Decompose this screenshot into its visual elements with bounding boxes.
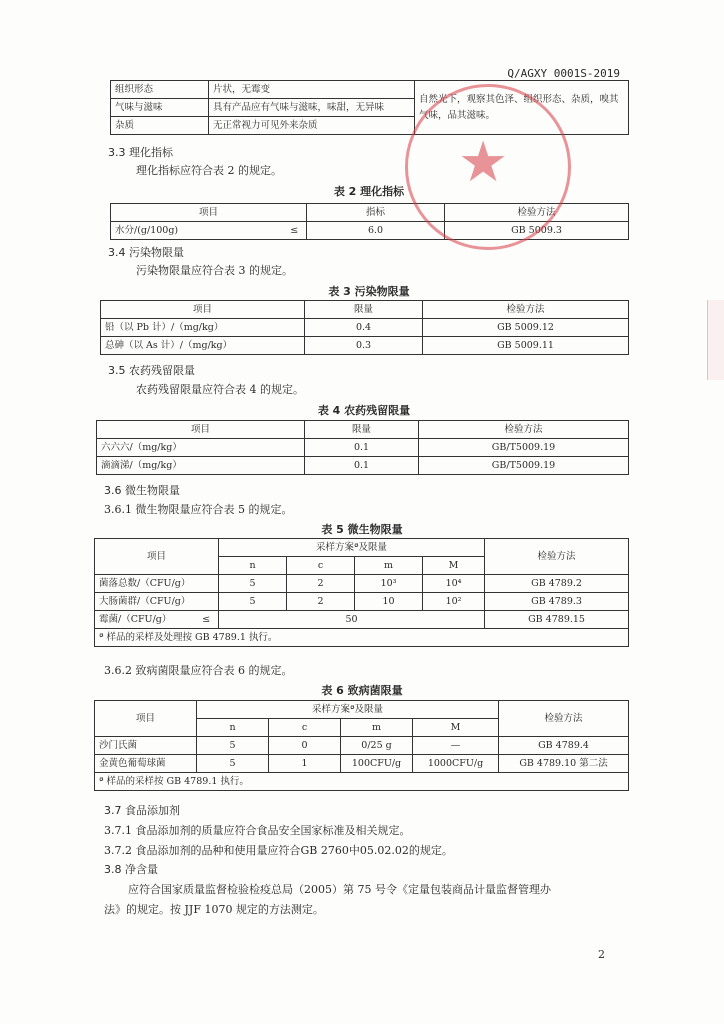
edge-stamp-fragment — [707, 300, 724, 380]
table-row — [95, 755, 629, 773]
company-seal — [405, 84, 571, 250]
table-cell: 总砷（以 As 计）/（mg/kg） — [101, 337, 305, 355]
table-cell: 0/25 g — [341, 737, 413, 755]
table-row — [111, 81, 629, 99]
table-cell: 0.3 — [305, 337, 423, 355]
table-header: 检验方法 — [419, 421, 629, 439]
table-row — [95, 737, 629, 755]
table-cell: GB 4789.15 — [485, 611, 629, 629]
table-row — [111, 222, 629, 240]
table-footnote: ª 样品的采样按 GB 4789.1 执行。 — [95, 773, 629, 791]
table-cell: 1000CFU/g — [413, 755, 499, 773]
table-header: c — [269, 719, 341, 737]
table-caption: 表 4 农药残留限量 — [317, 404, 411, 417]
table-header: M — [413, 719, 499, 737]
table-cell: 10³ — [355, 575, 423, 593]
table-cell: 5 — [219, 593, 287, 611]
table-cell: 6.0 — [307, 222, 445, 240]
table-cell: 铅（以 Pb 计）/（mg/kg） — [101, 319, 305, 337]
table-cell: GB/T5009.19 — [419, 457, 629, 475]
table-cell: 霉菌/（CFU/g） — [95, 611, 195, 629]
table-cell: GB 4789.3 — [485, 593, 629, 611]
table-row — [101, 337, 629, 355]
table-cell: GB 5009.11 — [423, 337, 629, 355]
table-cell: 5 — [219, 575, 287, 593]
table-cell: ≤ — [195, 611, 219, 629]
paragraph: 3.6.1 微生物限量应符合表 5 的规定。 — [104, 503, 293, 516]
table-4 — [96, 420, 629, 475]
table-cell: 0 — [269, 737, 341, 755]
section-heading: 3.3 理化指标 — [108, 146, 173, 159]
table-row — [95, 629, 629, 647]
table-cell: 50 — [219, 611, 485, 629]
table-header: 检验方法 — [445, 204, 629, 222]
table-cell: 沙门氏菌 — [95, 737, 197, 755]
table-cell: 具有产品应有气味与滋味，味甜，无异味 — [209, 99, 415, 117]
paragraph: 农药残留限量应符合表 4 的规定。 — [136, 383, 304, 396]
table-cell: 无正常视力可见外来杂质 — [209, 117, 415, 135]
table-cell: 自然光下，观察其色泽、组织形态、杂质，嗅其气味，品其滋味。 — [415, 81, 629, 135]
table-header: 检验方法 — [423, 301, 629, 319]
page-number: 2 — [598, 948, 605, 961]
section-heading: 3.8 净含量 — [104, 863, 158, 876]
table-cell: 10 — [355, 593, 423, 611]
table-header: 检验方法 — [499, 701, 629, 737]
table-row — [101, 301, 629, 319]
table-row — [95, 593, 629, 611]
table-header: m — [341, 719, 413, 737]
table-cell: GB 4789.2 — [485, 575, 629, 593]
table-cell: 大肠菌群/（CFU/g） — [95, 593, 219, 611]
table-3 — [100, 300, 629, 355]
table-cell: GB 5009.12 — [423, 319, 629, 337]
table-cell: 水分/(g/100g) — [111, 222, 283, 240]
table-header: 项目 — [101, 301, 305, 319]
table-header: n — [197, 719, 269, 737]
table-caption: 表 3 污染物限量 — [328, 285, 410, 298]
table-cell: 气味与滋味 — [111, 99, 209, 117]
table-row — [95, 575, 629, 593]
paragraph: 污染物限量应符合表 3 的规定。 — [136, 264, 293, 277]
table-row — [97, 421, 629, 439]
table-cell: 10⁴ — [423, 575, 485, 593]
table-header: 项目 — [95, 539, 219, 575]
table-header: m — [355, 557, 423, 575]
table-header: 限量 — [305, 421, 419, 439]
table-row — [95, 539, 629, 557]
table-footnote: ª 样品的采样及处理按 GB 4789.1 执行。 — [95, 629, 629, 647]
table-cell: 5 — [197, 755, 269, 773]
table-header: 指标 — [307, 204, 445, 222]
paragraph: 3.7.2 食品添加剂的品种和使用量应符合GB 2760中05.02.02的规定。 — [104, 844, 453, 857]
table-row — [97, 439, 629, 457]
table-header: 采样方案ª及限量 — [197, 701, 499, 719]
table-caption: 表 5 微生物限量 — [321, 523, 403, 536]
section-heading: 3.5 农药残留限量 — [108, 364, 195, 377]
paragraph: 3.7.1 食品添加剂的质量应符合食品安全国家标准及相关规定。 — [104, 824, 411, 837]
table-cell: 10² — [423, 593, 485, 611]
paragraph: 应符合国家质量监督检验检疫总局（2005）第 75 号令《定量包装商品计量监督管理办 — [128, 883, 551, 896]
table-caption: 表 6 致病菌限量 — [321, 684, 403, 697]
star-icon: ★ — [458, 130, 509, 195]
table-cell: 菌落总数/（CFU/g） — [95, 575, 219, 593]
table-cell: GB 5009.3 — [445, 222, 629, 240]
table-cell: 滴滴涕/（mg/kg） — [97, 457, 305, 475]
table-caption: 表 2 理化指标 — [333, 185, 405, 198]
paragraph: 理化指标应符合表 2 的规定。 — [136, 164, 282, 177]
section-heading: 3.4 污染物限量 — [108, 246, 184, 259]
table-row — [97, 457, 629, 475]
table-header: 项目 — [97, 421, 305, 439]
section-heading: 3.6 微生物限量 — [104, 484, 180, 497]
table-cell: GB 4789.4 — [499, 737, 629, 755]
table-header: c — [287, 557, 355, 575]
doc-code: Q/AGXY 0001S-2019 — [507, 67, 620, 80]
table-header: 检验方法 — [485, 539, 629, 575]
section-heading: 3.7 食品添加剂 — [104, 804, 180, 817]
table-cell: 0.1 — [305, 457, 419, 475]
table-row — [95, 611, 629, 629]
table-cell: 金黄色葡萄球菌 — [95, 755, 197, 773]
table-cell: 六六六/（mg/kg） — [97, 439, 305, 457]
table-header: 项目 — [95, 701, 197, 737]
paragraph: 法》的规定。按 JJF 1070 规定的方法测定。 — [104, 903, 324, 916]
table-header: 采样方案ª及限量 — [219, 539, 485, 557]
table-cell: 片状，无霉变 — [209, 81, 415, 99]
table-cell: 0.1 — [305, 439, 419, 457]
table-header: 项目 — [111, 204, 307, 222]
table-cell: 组织形态 — [111, 81, 209, 99]
table-header: M — [423, 557, 485, 575]
table-cell: 2 — [287, 575, 355, 593]
table-header: n — [219, 557, 287, 575]
table-cell: ≤ — [283, 222, 307, 240]
table-cell: 100CFU/g — [341, 755, 413, 773]
table-cell: 1 — [269, 755, 341, 773]
table-5 — [94, 538, 629, 647]
table-row — [101, 319, 629, 337]
table-cell: — — [413, 737, 499, 755]
table-cell: 杂质 — [111, 117, 209, 135]
table-row — [95, 773, 629, 791]
table-cell: 0.4 — [305, 319, 423, 337]
table-cell: 5 — [197, 737, 269, 755]
table-header: 限量 — [305, 301, 423, 319]
table-6 — [94, 700, 629, 791]
table-row — [95, 701, 629, 719]
paragraph: 3.6.2 致病菌限量应符合表 6 的规定。 — [104, 664, 293, 677]
table-cell: GB 4789.10 第二法 — [499, 755, 629, 773]
table-cell: GB/T5009.19 — [419, 439, 629, 457]
table-cell: 2 — [287, 593, 355, 611]
